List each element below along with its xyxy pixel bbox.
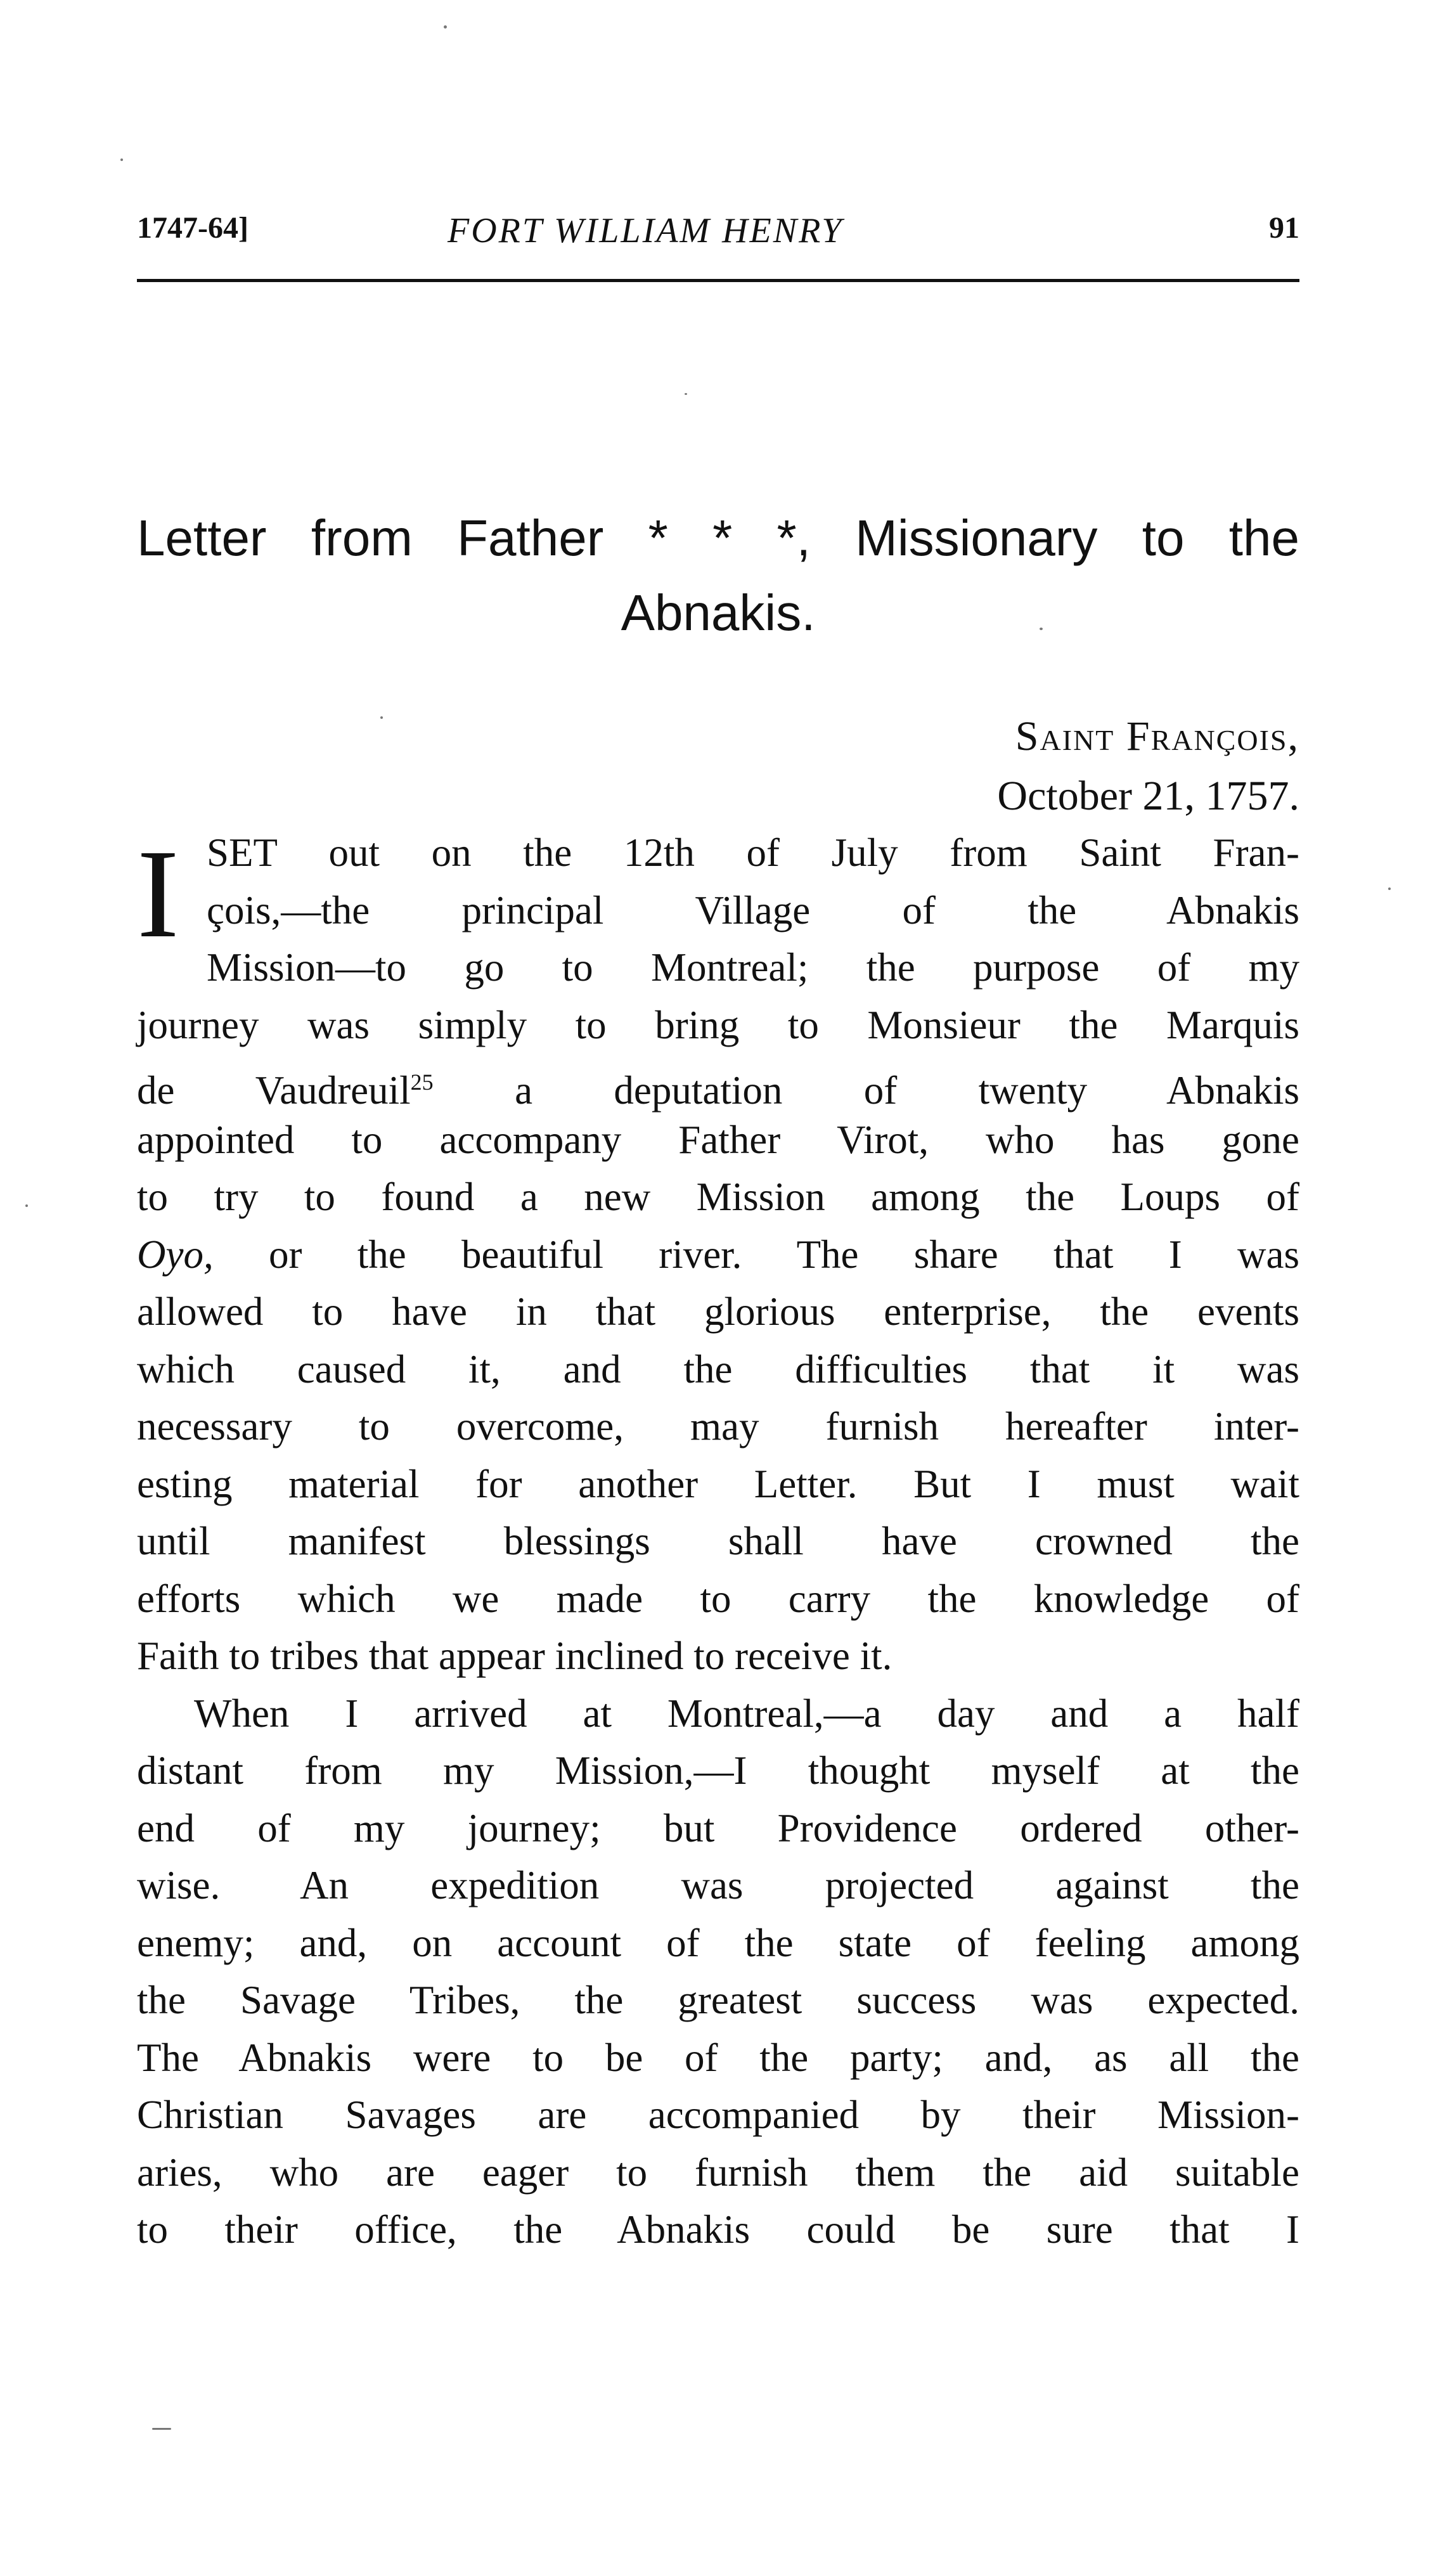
paragraph-1-line: çois,—the principal Village of the Abnakis	[207, 887, 1299, 932]
running-head-title: FORT WILLIAM HENRY	[448, 211, 844, 250]
footnote-reference: 25	[410, 1069, 434, 1095]
dateline	[913, 707, 1299, 826]
paragraph-1-line	[137, 1226, 1299, 1284]
paragraph-2-line: aries, who are eager to furnish them the aid suitable	[137, 2150, 1299, 2195]
paragraph-1-line: appointed to accompany Father Virot, who has gone	[137, 1117, 1299, 1162]
vaudreuil-text: de Vaudreuil	[137, 1068, 411, 1113]
paragraph-2-line: Christian Savages are accompanied by their Mission-	[137, 2093, 1299, 2137]
letter-title-line-2: Abnakis.	[621, 584, 816, 641]
running-head-years: 1747-64]	[137, 211, 248, 245]
paragraph-1-line	[137, 1054, 1299, 1111]
paragraph-2-line: to their office, the Abnakis could be sure that I	[137, 2207, 1299, 2252]
paragraph-1-line: necessary to overcome, may furnish hereafter inter-	[137, 1404, 1299, 1449]
drop-cap: I	[137, 824, 179, 964]
paragraph-2-line: the Savage Tribes, the greatest success was expected.	[137, 1978, 1299, 2022]
paragraph-1-line: efforts which we made to carry the knowledge of	[137, 1576, 1299, 1621]
page-number: 91	[1269, 211, 1299, 245]
beautiful-river-text: or the beautiful river. The share that I was	[269, 1232, 1300, 1277]
paragraph-1-line: to try to found a new Mission among the Loups of	[137, 1175, 1299, 1219]
scan-speck	[380, 716, 383, 719]
letter-title	[137, 501, 1299, 650]
header-rule	[137, 279, 1299, 282]
paragraph-1-line: allowed to have in that glorious enterprise, the events	[137, 1289, 1299, 1334]
running-head	[137, 210, 1299, 261]
paragraph-2-line: wise. An expedition was projected against the	[137, 1863, 1299, 1907]
scan-speck	[152, 2428, 171, 2430]
scan-speck	[120, 158, 123, 161]
paragraph-2-line: When I arrived at Montreal,—a day and a half	[194, 1691, 1299, 1736]
deputation-text: a deputation of twenty Abnakis	[515, 1068, 1300, 1113]
scan-speck	[1388, 887, 1391, 890]
dateline-place: Saint François,	[1015, 713, 1299, 759]
paragraph-2-line: end of my journey; but Providence ordered other-	[137, 1805, 1299, 1850]
scan-speck	[444, 25, 447, 29]
paragraph-2-line: distant from my Mission,—I thought myself at the	[137, 1748, 1299, 1793]
paragraph-1-line: SET out on the 12th of July from Saint Fran-	[207, 830, 1299, 875]
paragraph-1-line: esting material for another Letter. But I must wait	[137, 1461, 1299, 1506]
scan-speck	[685, 393, 687, 395]
body-text	[137, 824, 1299, 2259]
scan-speck	[25, 1204, 28, 1207]
paragraph-1-line: which caused it, and the difficulties that it was	[137, 1346, 1299, 1391]
paragraph-2-line: The Abnakis were to be of the party; and, as all the	[137, 2035, 1299, 2080]
letter-title-line-1: Letter from Father * * *, Missionary to the	[137, 510, 1299, 566]
dateline-date: October 21, 1757.	[997, 773, 1299, 819]
scan-speck	[1040, 628, 1043, 630]
paragraph-1-line: Faith to tribes that appear inclined to receive it.	[137, 1634, 892, 1678]
paragraph-1-line: until manifest blessings shall have crowned the	[137, 1519, 1299, 1563]
oyo-italic: Oyo,	[137, 1232, 214, 1277]
paragraph-1-line: journey was simply to bring to Monsieur the Marquis	[137, 1002, 1299, 1047]
paragraph-2-line: enemy; and, on account of the state of feeling among	[137, 1920, 1299, 1965]
paragraph-1-line: Mission—to go to Montreal; the purpose of my	[207, 945, 1299, 990]
